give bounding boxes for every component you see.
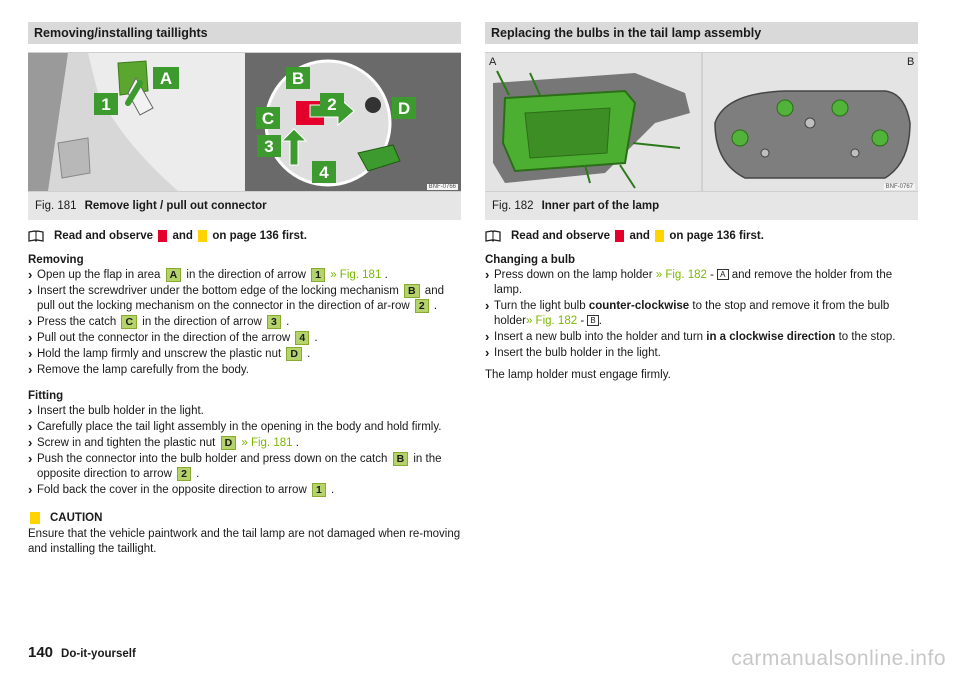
lamp-inner-illustration xyxy=(485,53,918,191)
figure-title: Inner part of the lamp xyxy=(541,200,660,212)
list-item: › Fold back the cover in the opposite direction to arrow 1 . xyxy=(28,483,461,498)
figure-label-4: 4 xyxy=(319,163,329,182)
figure-reference-link[interactable]: » Fig. 182 xyxy=(655,269,707,281)
key-label: C xyxy=(121,315,137,329)
read-observe-line: Read and observe and on page 136 first. xyxy=(28,230,461,242)
key-label: 1 xyxy=(311,268,325,282)
figure-label-2: 2 xyxy=(327,95,337,114)
list-item: › Remove the lamp carefully from the body. xyxy=(28,363,461,378)
book-icon xyxy=(28,230,44,242)
right-column xyxy=(485,22,918,381)
book-icon xyxy=(485,230,501,242)
read-observe-line: Read and observe and on page 136 first. xyxy=(485,230,918,242)
fitting-heading: Fitting xyxy=(28,390,64,402)
key-label: B xyxy=(404,284,420,298)
figure-title: Remove light / pull out connector xyxy=(84,200,267,212)
figure-label-a: A xyxy=(159,69,173,88)
list-item: › Push the connector into the bulb holder and press down on the catch B in the opposite direction to arrow 2 . xyxy=(28,452,461,482)
key-label: 3 xyxy=(267,315,281,329)
panel-label-a: A xyxy=(489,56,497,68)
key-label: 2 xyxy=(415,299,429,313)
list-item: › Insert the bulb holder in the light. xyxy=(485,346,918,361)
changing-bulb-heading: Changing a bulb xyxy=(485,254,576,266)
list-item: › Insert the screwdriver under the bottom edge of the locking mechanism B and pull out the locking mechanism on the connector in the direction of ar-row 2 . xyxy=(28,284,461,314)
section-heading: Removing/installing taillights xyxy=(28,22,461,44)
key-label: A xyxy=(717,269,728,280)
caution-text: Ensure that the vehicle paintwork and the tail lamp are not damaged when re-moving and installing the taillight. xyxy=(28,528,461,555)
figure-label-c: C xyxy=(261,109,275,128)
warning-red-icon xyxy=(615,230,624,242)
key-label: D xyxy=(286,347,302,361)
key-label: 1 xyxy=(312,483,326,497)
figure-label-3: 3 xyxy=(264,137,274,156)
removing-steps xyxy=(28,268,461,378)
figure-number: Fig. 181 xyxy=(35,200,77,212)
list-item: › Screw in and tighten the plastic nut D » Fig. 181 . xyxy=(28,436,461,451)
figure-reference-link[interactable]: » Fig. 181 xyxy=(330,269,382,281)
list-item: › Insert a new bulb into the holder and turn in a clockwise direction to the stop. xyxy=(485,330,918,345)
caution-heading: CAUTION xyxy=(28,512,461,524)
page-number: 140 xyxy=(28,644,54,661)
figure-number: Fig. 182 xyxy=(492,200,534,212)
key-label: D xyxy=(221,436,237,450)
figure-code: BNF-0766 xyxy=(428,184,456,190)
caution-icon xyxy=(30,512,40,524)
warning-yellow-icon xyxy=(655,230,664,242)
list-item: › Open up the flap in area A in the direction of arrow 1 » Fig. 181 . xyxy=(28,268,461,283)
note-text: The lamp holder must engage firmly. xyxy=(485,369,671,381)
list-item: › Hold the lamp firmly and unscrew the plastic nut D . xyxy=(28,347,461,362)
figure-caption xyxy=(28,192,461,220)
key-label: 4 xyxy=(295,331,309,345)
list-item: › Press down on the lamp holder » Fig. 182 - A and remove the holder from the lamp. xyxy=(485,268,918,298)
warning-yellow-icon xyxy=(198,230,207,242)
key-label: 2 xyxy=(177,467,191,481)
changing-steps xyxy=(485,268,918,361)
list-item: › Insert the bulb holder in the light. xyxy=(28,404,461,419)
list-item: › Pull out the connector in the direction of the arrow 4 . xyxy=(28,331,461,346)
figure-label-1: 1 xyxy=(101,95,111,114)
key-label: B xyxy=(393,452,409,466)
figure-182 xyxy=(485,52,918,192)
list-item: › Carefully place the tail light assembly in the opening in the body and hold firmly. xyxy=(28,420,461,435)
watermark: carmanualsonline.info xyxy=(731,647,946,670)
figure-caption xyxy=(485,192,918,220)
left-column xyxy=(28,22,461,557)
figure-reference-link[interactable]: » Fig. 182 xyxy=(525,315,578,327)
warning-red-icon xyxy=(158,230,167,242)
fitting-steps xyxy=(28,404,461,498)
removing-heading: Removing xyxy=(28,254,84,266)
figure-label-d: D xyxy=(397,99,411,118)
key-label: B xyxy=(587,315,598,326)
figure-code: BNF-0767 xyxy=(885,184,913,190)
figure-label-b: B xyxy=(291,69,305,88)
list-item: › Press the catch C in the direction of arrow 3 . xyxy=(28,315,461,330)
list-item: › Turn the light bulb counter-clockwise to the stop and remove it from the bulb holder» Fig. 182 - B . xyxy=(485,299,918,329)
footer-section-title: Do-it-yourself xyxy=(61,648,136,660)
figure-181 xyxy=(28,52,461,192)
page-footer xyxy=(28,644,136,661)
taillight-removal-illustration xyxy=(28,53,461,191)
section-heading: Replacing the bulbs in the tail lamp assembly xyxy=(485,22,918,44)
panel-label-b: B xyxy=(907,56,915,68)
key-label: A xyxy=(166,268,182,282)
figure-reference-link[interactable]: » Fig. 181 xyxy=(241,437,293,449)
